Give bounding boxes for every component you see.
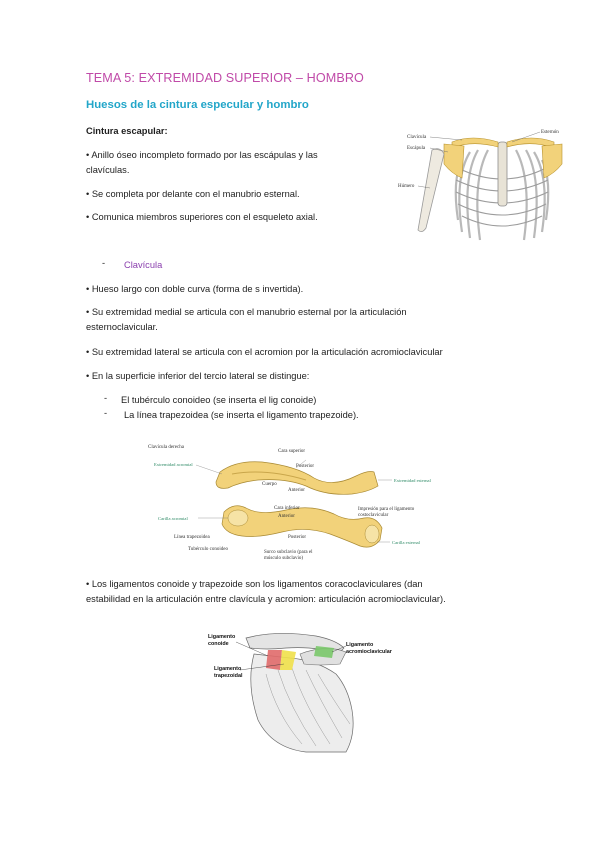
figure3-label-trapezoidal-1: Ligamento <box>214 666 242 672</box>
clavicula-dash: - <box>102 258 106 268</box>
clavicle-figure <box>146 438 442 562</box>
figure2-label-impresion: Impresión para el ligamento <box>358 507 415 512</box>
figure2-label-anterior-top: Anterior <box>288 488 305 493</box>
page-title: TEMA 5: EXTREMIDAD SUPERIOR – HOMBRO <box>86 71 364 85</box>
figure2-label-anterior-bottom: Anterior <box>278 514 295 519</box>
figure2-label-posterior-top: Posterior <box>296 464 315 469</box>
figure3-label-conoide-1: Ligamento <box>208 634 236 640</box>
figure1-label-clavicula: Clavícula <box>407 135 427 140</box>
ligamentos-line-1: • Los ligamentos conoide y trapezoide son los ligamentos coracoclaviculares (dan <box>86 579 423 589</box>
clavicula-heading: Clavícula <box>124 260 163 270</box>
clavicula-bullet-3: • Su extremidad lateral se articula con el acromion por la articulación acromioclavicular <box>86 347 443 357</box>
figure2-label-impresion-2: costoclavicular <box>358 513 389 518</box>
section-subtitle: Huesos de la cintura especular y hombro <box>86 99 309 111</box>
figure2-label-cuerpo: Cuerpo <box>262 482 277 487</box>
cintura-bullet-2: • Se completa por delante con el manubrio esternal. <box>86 189 300 199</box>
figure2-label-tuberculo-conoideo: Tubérculo conoideo <box>188 547 228 552</box>
clavicula-bullet-2-line-1: • Su extremidad medial se articula con el manubrio esternal por la articulación <box>86 307 407 317</box>
figure1-label-humero: Húmero <box>398 184 415 189</box>
figure3-label-acromio-2: acromioclavicular <box>346 649 392 655</box>
ligamentos-line-2: estabilidad en la articulación entre clavícula y acromion: articulación acromioclavicular). <box>86 594 446 604</box>
clavicula-bullet-1: • Hueso largo con doble curva (forma de s invertida). <box>86 284 304 294</box>
figure2-label-posterior-bottom: Posterior <box>288 535 307 540</box>
figure3-label-trapezoidal-2: trapezoidal <box>214 673 243 679</box>
figure1-label-escapula: Escápula <box>407 146 426 151</box>
figure2-label-carilla-acromial: Carilla acromial <box>158 516 188 521</box>
figure2-label-carilla-esternal: Carilla esternal <box>392 540 420 545</box>
cintura-bullet-1-line-2: clavículas. <box>86 165 130 175</box>
figure2-label-surco-2: músculo subclavio) <box>264 556 304 561</box>
figure2-title: Clavícula derecha <box>148 445 184 450</box>
clavicula-bullet-4: • En la superficie inferior del tercio lateral se distingue: <box>86 371 310 381</box>
cintura-bullet-3: • Comunica miembros superiores con el esqueleto axial. <box>86 212 318 222</box>
figure3-label-conoide-2: conoide <box>208 641 229 647</box>
sub-1-dash: - <box>104 393 108 403</box>
cintura-heading: Cintura escapular: <box>86 126 168 136</box>
figure2-label-cara-inferior: Cara inferior <box>274 506 300 511</box>
cintura-bullet-1-line-1: • Anillo óseo incompleto formado por las escápulas y las <box>86 150 318 160</box>
shoulder-girdle-figure <box>392 120 578 246</box>
figure1-label-esternon: Esternón <box>541 130 559 135</box>
clavicula-sub-1: El tubérculo conoideo (se inserta el lig conoide) <box>121 395 317 405</box>
figure2-label-surco: Surco subclavio (para el <box>264 550 313 555</box>
figure3-label-acromio-1: Ligamento <box>346 642 374 648</box>
sub-2-dash: - <box>104 408 108 418</box>
figure2-label-extremidad-acromial: Extremidad acromial <box>154 462 193 467</box>
figure2-label-linea-trapezoidea: Línea trapezoidea <box>174 535 210 540</box>
figure2-label-extremidad-esternal: Extremidad esternal <box>394 478 431 483</box>
clavicula-bullet-2-line-2: esternoclavicular. <box>86 322 158 332</box>
figure2-label-cara-superior: Cara superior <box>278 449 306 454</box>
ligaments-figure <box>206 624 396 754</box>
clavicula-sub-2: La línea trapezoidea (se inserta el ligamento trapezoide). <box>124 410 359 420</box>
